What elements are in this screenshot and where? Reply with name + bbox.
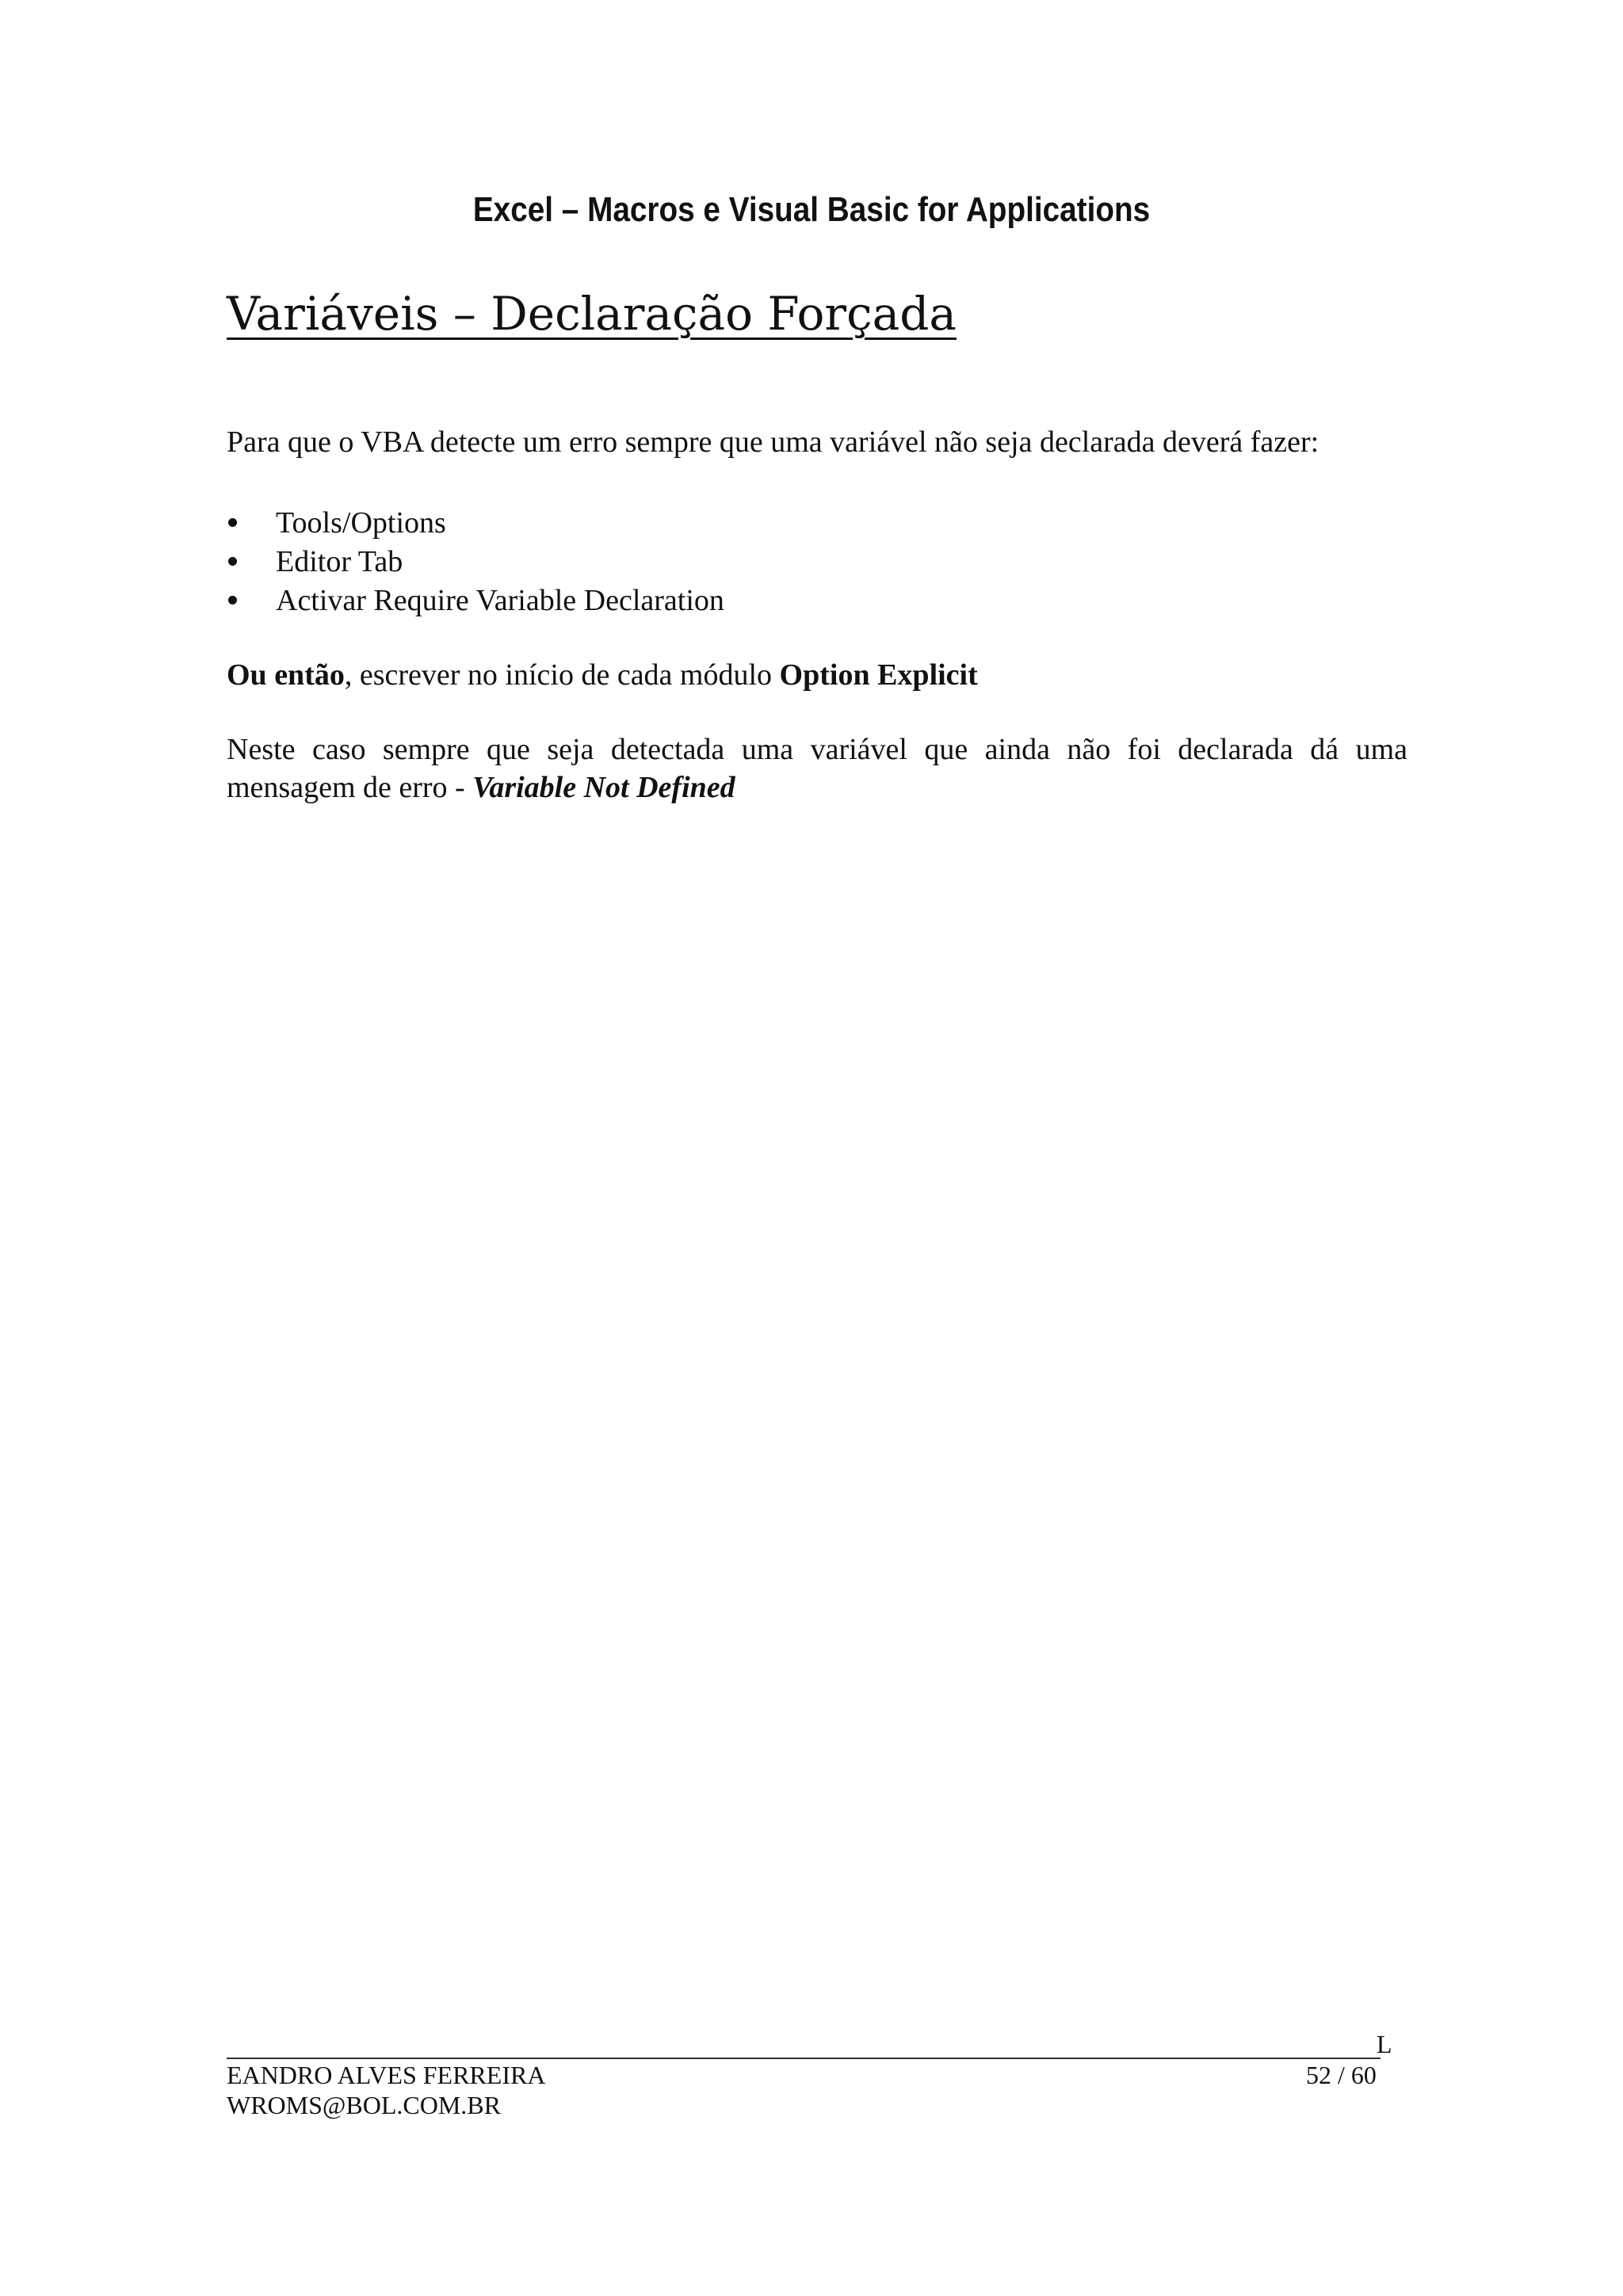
footer-email: WROMS@BOL.COM.BR [227, 2091, 501, 2119]
alternative-middle: , escrever no início de cada módulo [344, 658, 780, 692]
alternative-paragraph [227, 656, 1407, 694]
section-title: Variáveis – Declaração Forçada [227, 287, 957, 341]
list-item-label: Editor Tab [276, 545, 403, 578]
note-text: Neste caso sempre que seja detectada uma variável que ainda não foi declarada dá uma mensagem de erro - [227, 733, 1407, 804]
document-header-title: Excel – Macros e Visual Basic for Applications [472, 190, 1151, 229]
alternative-lead: Ou então [227, 658, 345, 692]
bullet-icon [228, 596, 237, 605]
intro-paragraph: Para que o VBA detecte um erro sempre que uma variável não seja declarada deverá fazer: [227, 425, 1319, 459]
list-item-label: Activar Require Variable Declaration [276, 584, 724, 617]
list-item [227, 582, 724, 620]
list-item [227, 543, 724, 582]
steps-list [227, 504, 724, 620]
footer-author: EANDRO ALVES FERREIRA [227, 2061, 546, 2089]
list-item-label: Tools/Options [276, 506, 446, 540]
footer-divider [227, 2058, 1381, 2059]
footer-corner-mark: L [1377, 2030, 1392, 2058]
list-item [227, 504, 724, 543]
page-number: 52 / 60 [1306, 2061, 1377, 2089]
note-paragraph [227, 730, 1407, 807]
bullet-icon [228, 518, 237, 527]
error-message-name: Variable Not Defined [472, 771, 735, 804]
bullet-icon [228, 557, 237, 566]
option-explicit-keyword: Option Explicit [779, 658, 978, 692]
